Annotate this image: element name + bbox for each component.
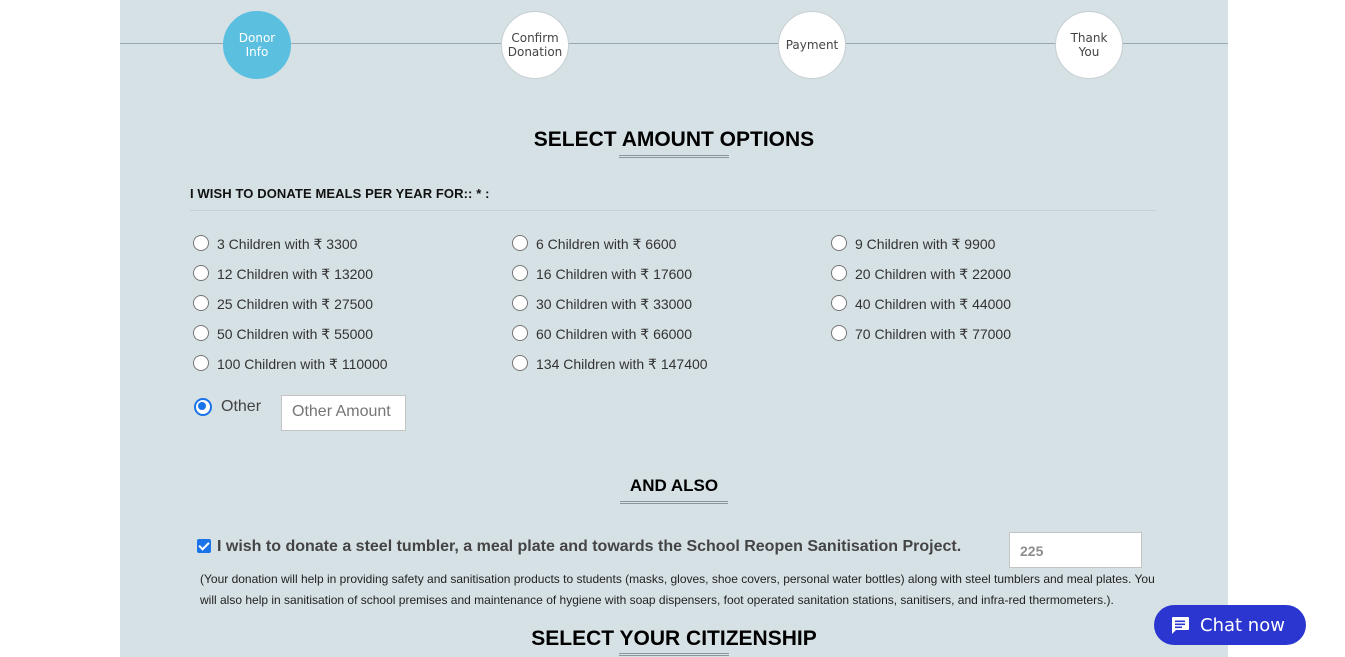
option-label: 100 Children with ₹ 110000: [217, 356, 388, 372]
option-label: 16 Children with ₹ 17600: [536, 266, 693, 282]
amount-section-title: SELECT AMOUNT OPTIONS: [533, 128, 815, 151]
amount-option-6-children[interactable]: [512, 236, 676, 253]
step-label: Thank You: [1070, 31, 1108, 59]
amount-option-20-children[interactable]: [831, 266, 1011, 283]
step-label: Confirm Donation: [507, 31, 563, 59]
option-label: 40 Children with ₹ 44000: [855, 296, 1012, 312]
radio-button[interactable]: [193, 235, 209, 251]
step-label: Payment: [785, 38, 839, 52]
radio-button[interactable]: [831, 235, 847, 251]
radio-button[interactable]: [512, 295, 528, 311]
option-label: 60 Children with ₹ 66000: [536, 326, 693, 342]
radio-button[interactable]: [193, 295, 209, 311]
option-label: 6 Children with ₹ 6600: [536, 236, 677, 252]
option-label: 25 Children with ₹ 27500: [217, 296, 374, 312]
other-label: Other: [221, 398, 262, 415]
option-label: 134 Children with ₹ 147400: [536, 356, 708, 372]
option-label: 3 Children with ₹ 3300: [217, 236, 358, 252]
chat-label: Chat now: [1200, 614, 1285, 636]
amount-option-60-children[interactable]: [512, 326, 692, 343]
step-thank-you[interactable]: [1055, 11, 1123, 79]
amount-option-9-children[interactable]: [831, 236, 995, 253]
title-underline: [620, 501, 728, 504]
option-label: 20 Children with ₹ 22000: [855, 266, 1012, 282]
radio-button[interactable]: [512, 265, 528, 281]
chat-now-button[interactable]: [1154, 605, 1306, 645]
amount-option-3-children[interactable]: [193, 236, 357, 253]
amount-option-30-children[interactable]: [512, 296, 692, 313]
option-label: 50 Children with ₹ 55000: [217, 326, 374, 342]
chat-bubble-icon: [1170, 616, 1190, 634]
amount-option-25-children[interactable]: [193, 296, 373, 313]
tumbler-checkbox-label: I wish to donate a steel tumbler, a meal plate and towards the School Reopen Sanitisation Project.: [217, 538, 962, 555]
divider: [190, 210, 1156, 211]
amount-option-134-children[interactable]: [512, 356, 708, 373]
radio-button[interactable]: [831, 265, 847, 281]
radio-button[interactable]: [831, 295, 847, 311]
radio-button[interactable]: [831, 325, 847, 341]
tumbler-amount-input[interactable]: 225: [1009, 532, 1142, 568]
donation-form-panel: [120, 0, 1228, 657]
radio-button[interactable]: [512, 325, 528, 341]
other-amount-input[interactable]: Other Amount: [281, 395, 406, 431]
radio-button[interactable]: [512, 235, 528, 251]
wish-label: I WISH TO DONATE MEALS PER YEAR FOR:: * :: [190, 186, 490, 201]
amount-option-16-children[interactable]: [512, 266, 692, 283]
radio-button[interactable]: [512, 355, 528, 371]
amount-option-12-children[interactable]: [193, 266, 373, 283]
step-label: Donor Info: [238, 31, 276, 59]
title-underline: [619, 653, 729, 656]
and-also-title: AND ALSO: [629, 476, 719, 495]
amount-option-70-children[interactable]: [831, 326, 1011, 343]
option-label: 30 Children with ₹ 33000: [536, 296, 693, 312]
step-confirm-donation[interactable]: [501, 11, 569, 79]
radio-button[interactable]: [193, 325, 209, 341]
option-label: 70 Children with ₹ 77000: [855, 326, 1012, 342]
other-radio-button[interactable]: [194, 398, 212, 416]
donation-help-text: (Your donation will help in providing safety and sanitisation products to students (masks, gloves, shoe covers, personal water bottles) along with steel tumblers and meal plates. You will also help in sanitisation of school premises and maintenance of hygiene with soap dispensers, foot operated sanitation stations, sanitisers, and infra-red thermometers.).: [200, 572, 1155, 607]
citizenship-section-title: SELECT YOUR CITIZENSHIP: [531, 627, 817, 650]
amount-option-50-children[interactable]: [193, 326, 373, 343]
step-payment[interactable]: [778, 11, 846, 79]
radio-button[interactable]: [193, 355, 209, 371]
tumbler-checkbox[interactable]: [197, 539, 211, 553]
amount-option-40-children[interactable]: [831, 296, 1011, 313]
option-label: 9 Children with ₹ 9900: [855, 236, 996, 252]
step-donor-info[interactable]: [223, 11, 291, 79]
option-label: 12 Children with ₹ 13200: [217, 266, 374, 282]
amount-option-100-children[interactable]: [193, 356, 388, 373]
title-underline: [619, 155, 729, 158]
radio-button[interactable]: [193, 265, 209, 281]
